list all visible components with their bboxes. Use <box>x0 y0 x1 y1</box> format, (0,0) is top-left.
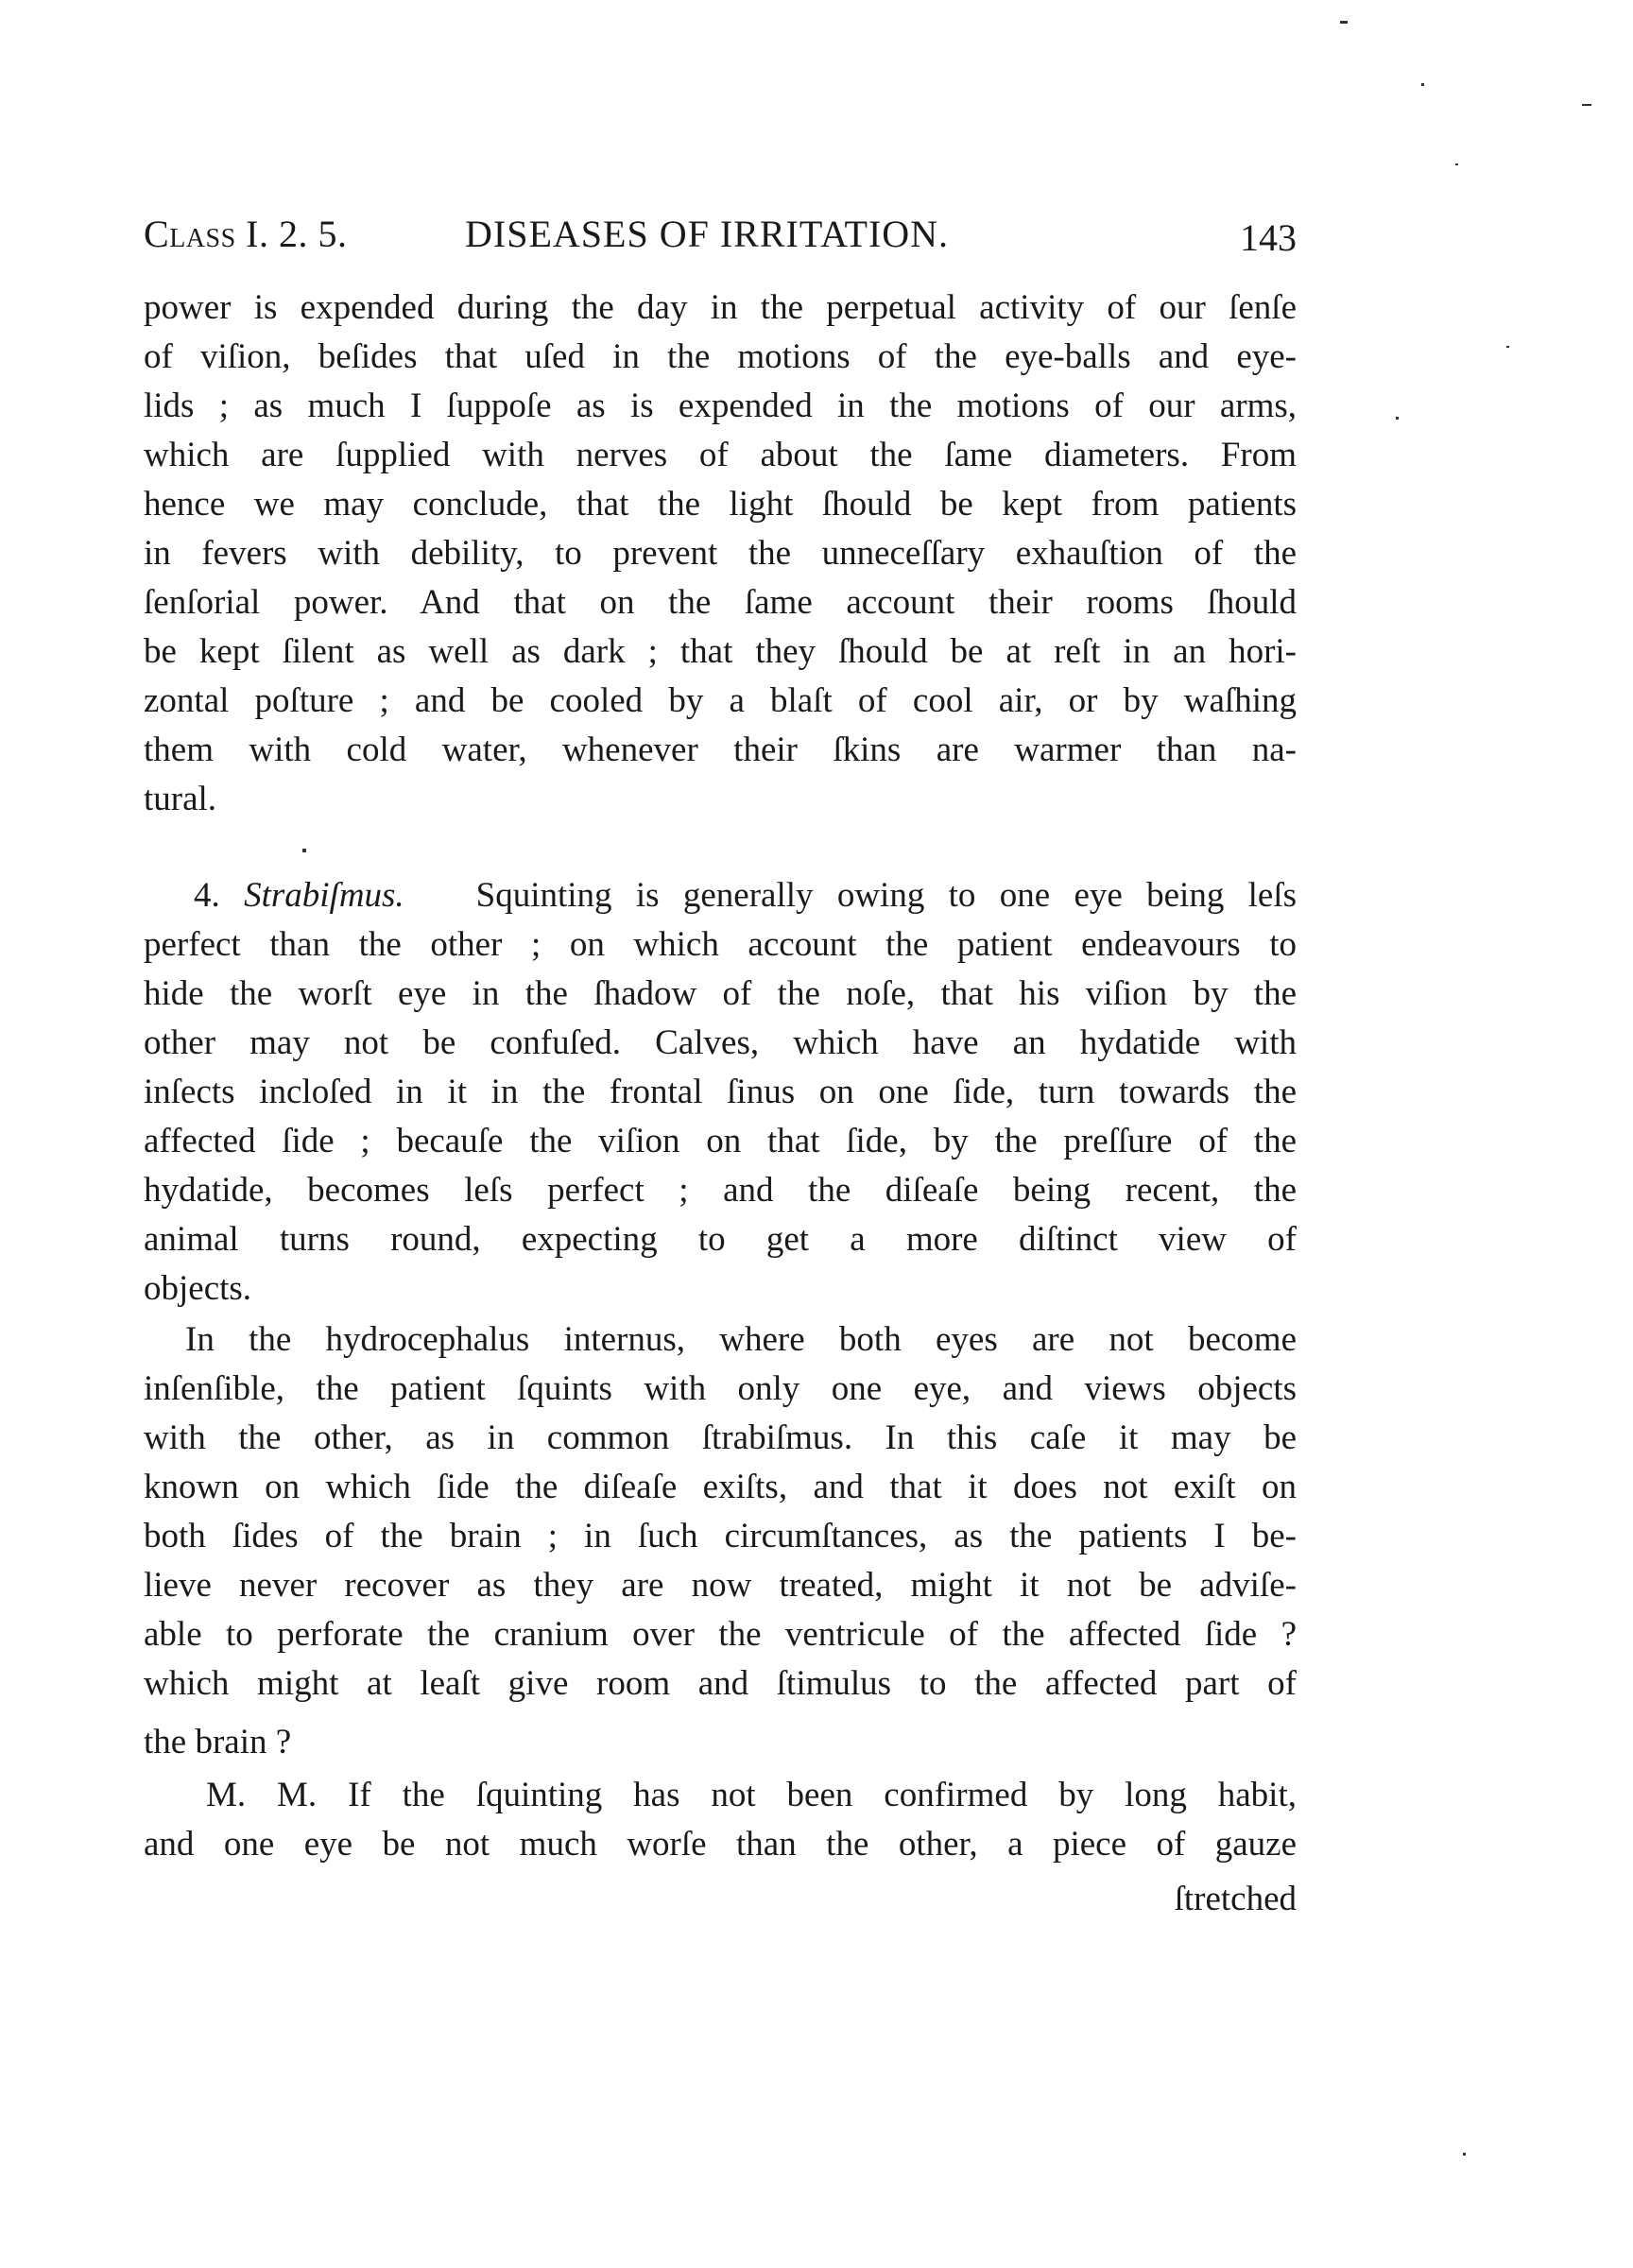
scan-speck <box>1421 83 1424 86</box>
page-number: 143 <box>1240 216 1297 259</box>
text-line: objects. <box>144 1269 252 1308</box>
class-label-initial: C <box>144 213 170 255</box>
text-line: M. M. If the ſquinting has not been confirmed by long habit, <box>206 1776 1297 1814</box>
text-line: perfect than the other ; on which account the patient endeavours to <box>144 925 1297 964</box>
scan-speck <box>1582 104 1591 106</box>
text-line: known on which ſide the diſeaſe exiſts, and that it does not exiſt on <box>144 1468 1297 1506</box>
text-line: Squinting is generally owing to one eye being leſs <box>475 876 1298 915</box>
text-line: other may not be confuſed. Calves, which have an hydatide with <box>144 1023 1297 1062</box>
text-line: in fevers with debility, to prevent the unneceſſary exhauſtion of the <box>144 534 1297 573</box>
section-heading-line <box>194 871 1297 920</box>
text-line: affected ſide ; becauſe the viſion on that ſide, by the preſſure of the <box>144 1122 1297 1160</box>
section-number: 4. <box>194 876 220 915</box>
scan-speck <box>1455 163 1458 165</box>
text-line: animal turns round, expecting to get a more diſtinct view of <box>144 1220 1297 1259</box>
scan-speck <box>1396 417 1399 420</box>
scan-speck <box>1463 2153 1466 2156</box>
scan-speck <box>1506 346 1509 348</box>
scan-speck <box>302 849 306 852</box>
running-head <box>144 210 1297 259</box>
class-label <box>144 210 347 259</box>
section-heading: Strabiſmus. <box>244 876 404 915</box>
text-line: lieve never recover as they are now treated, might it not be adviſe- <box>144 1566 1297 1605</box>
text-line: tural. <box>144 780 217 818</box>
text-line: hydatide, becomes leſs perfect ; and the diſeaſe being recent, the <box>144 1171 1297 1210</box>
text-line: them with cold water, whenever their ſkins are warmer than na- <box>144 730 1297 769</box>
text-line: which might at leaſt give room and ſtimulus to the affected part of <box>144 1664 1297 1703</box>
text-line: inſenſible, the patient ſquints with only one eye, and views objects <box>144 1369 1297 1408</box>
class-number: I. 2. 5. <box>246 213 348 255</box>
text-line: hence we may conclude, that the light ſhould be kept from patients <box>144 485 1297 524</box>
class-label-rest: lass <box>169 213 236 255</box>
text-line: ſenſorial power. And that on the ſame account their rooms ſhould <box>144 583 1297 622</box>
catchword: ſtretched <box>1174 1880 1297 1918</box>
text-line: both ſides of the brain ; in ſuch circumſtances, as the patients I be- <box>144 1517 1297 1555</box>
scan-speck <box>1340 21 1348 24</box>
text-line: power is expended during the day in the perpetual activity of our ſenſe <box>144 288 1297 327</box>
text-line: lids ; as much I ſuppoſe as is expended in the motions of our arms, <box>144 387 1297 425</box>
text-line: zontal poſture ; and be cooled by a blaſt of cool air, or by waſhing <box>144 681 1297 720</box>
text-line: able to perforate the cranium over the ventricule of the affected ſide ? <box>144 1615 1297 1654</box>
text-line: inſects incloſed in it in the frontal ſinus on one ſide, turn towards the <box>144 1073 1297 1111</box>
text-line: with the other, as in common ſtrabiſmus. In this caſe it may be <box>144 1418 1297 1457</box>
text-line: In the hydrocephalus internus, where both eyes are not become <box>185 1320 1297 1359</box>
text-line: the brain ? <box>144 1723 292 1761</box>
text-line: of viſion, beſides that uſed in the motions of the eye-balls and eye- <box>144 337 1297 376</box>
chapter-title: DISEASES OF IRRITATION. <box>465 213 950 255</box>
text-line: and one eye be not much worſe than the other, a piece of gauze <box>144 1825 1297 1864</box>
text-line: be kept ſilent as well as dark ; that they ſhould be at reſt in an hori- <box>144 632 1297 671</box>
text-line: which are ſupplied with nerves of about the ſame diameters. From <box>144 436 1297 474</box>
text-line: hide the worſt eye in the ſhadow of the noſe, that his viſion by the <box>144 974 1297 1013</box>
